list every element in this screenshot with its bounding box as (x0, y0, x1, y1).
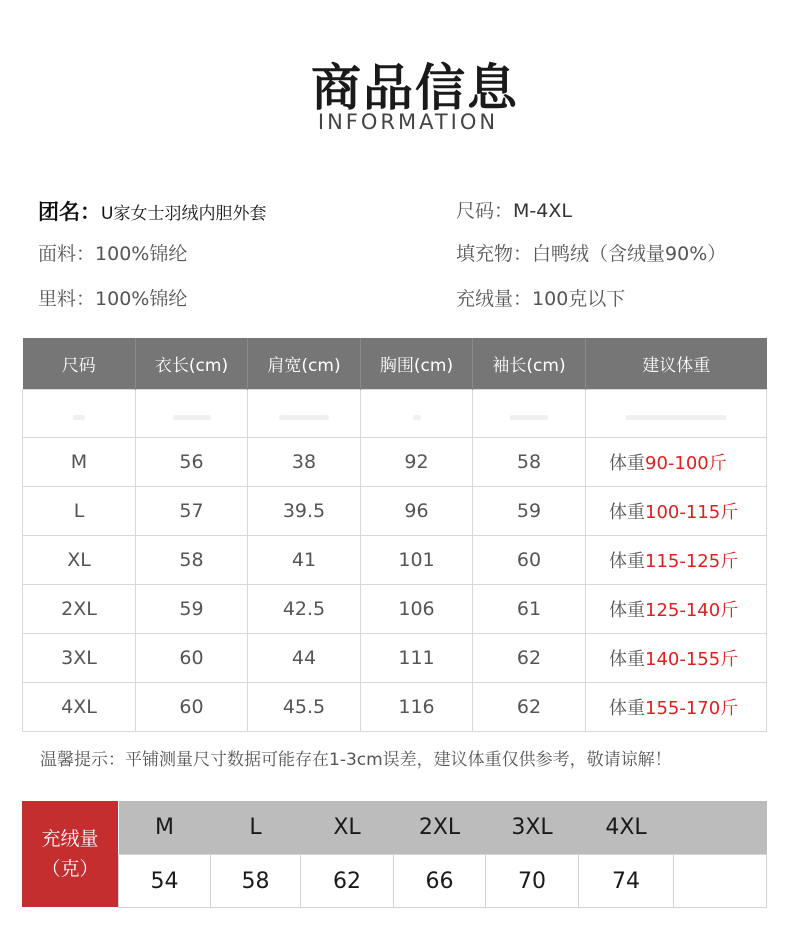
weight-range: 155-170斤 (645, 698, 739, 719)
fill-table-row (119, 855, 767, 908)
cell-weight (586, 585, 767, 634)
info-fabric-value: 100%锦纶 (95, 243, 188, 265)
weight-range: 125-140斤 (645, 600, 739, 621)
cell-size: L (23, 487, 136, 536)
cell-size: 2XL (23, 585, 136, 634)
cell-chest: 92 (361, 438, 473, 487)
cell-length: 60 (136, 683, 248, 732)
weight-range: 140-155斤 (645, 649, 739, 670)
info-fill-amount-key: 充绒量： (456, 288, 533, 310)
cell-chest: 111 (361, 634, 473, 683)
fill-value: 58 (211, 855, 301, 908)
cell-weight (586, 536, 767, 585)
table-row (23, 438, 767, 487)
cell-size: XL (23, 536, 136, 585)
col-header-weight: 建议体重 (586, 338, 767, 390)
info-lining-value: 100%锦纶 (95, 288, 188, 310)
fill-size-header: 2XL (394, 801, 486, 855)
cell-sleeve: 61 (473, 585, 586, 634)
cell-shoulder: 41 (248, 536, 361, 585)
info-fill-amount-value: 100克以下 (532, 288, 626, 310)
info-name (38, 196, 266, 226)
cell-weight (586, 438, 767, 487)
faded-cell (23, 390, 136, 438)
fill-value: 70 (486, 855, 579, 908)
faded-cell (361, 390, 473, 438)
info-lining (38, 284, 187, 311)
info-filling-value: 白鸭绒（含绒量90%） (532, 243, 727, 265)
fill-value: 74 (579, 855, 674, 908)
col-header-length: 衣长(cm) (136, 338, 248, 390)
fill-table-header (119, 801, 767, 855)
table-row-faded (23, 390, 767, 438)
cell-shoulder: 39.5 (248, 487, 361, 536)
fill-value: 66 (394, 855, 486, 908)
cell-chest: 101 (361, 536, 473, 585)
col-header-sleeve: 袖长(cm) (473, 338, 586, 390)
cell-weight (586, 634, 767, 683)
cell-sleeve: 59 (473, 487, 586, 536)
weight-prefix: 体重 (609, 502, 645, 523)
fill-size-header: 4XL (579, 801, 674, 855)
info-fabric (38, 239, 187, 266)
info-filling-key: 填充物： (456, 243, 533, 265)
fill-value: 62 (301, 855, 394, 908)
faded-cell (136, 390, 248, 438)
fill-label-line2: （克） (41, 858, 99, 880)
table-row (23, 536, 767, 585)
weight-prefix: 体重 (609, 453, 645, 474)
cell-sleeve: 62 (473, 634, 586, 683)
table-row (23, 634, 767, 683)
fill-size-header: M (119, 801, 211, 855)
page-subtitle: INFORMATION (317, 110, 499, 134)
fill-size-header-empty (674, 801, 767, 855)
faded-cell (473, 390, 586, 438)
measurement-note: 温馨提示：平铺测量尺寸数据可能存在1-3cm误差，建议体重仅供参考，敬请谅解！ (40, 750, 672, 770)
table-row (23, 585, 767, 634)
cell-shoulder: 45.5 (248, 683, 361, 732)
cell-size: 4XL (23, 683, 136, 732)
info-size-key: 尺码： (456, 200, 514, 222)
cell-weight (586, 487, 767, 536)
size-table (22, 338, 767, 732)
cell-size: M (23, 438, 136, 487)
info-name-value: U家女士羽绒内胆外套 (101, 204, 267, 224)
cell-length: 56 (136, 438, 248, 487)
weight-range: 90-100斤 (645, 453, 727, 474)
info-lining-key: 里料： (38, 288, 96, 310)
cell-length: 60 (136, 634, 248, 683)
col-header-size: 尺码 (23, 338, 136, 390)
cell-shoulder: 38 (248, 438, 361, 487)
cell-size: 3XL (23, 634, 136, 683)
info-size-value: M-4XL (513, 200, 572, 222)
cell-chest: 106 (361, 585, 473, 634)
page-title: 商品信息 (311, 59, 519, 117)
cell-chest: 116 (361, 683, 473, 732)
table-row (23, 683, 767, 732)
cell-sleeve: 60 (473, 536, 586, 585)
info-name-key: 团名： (38, 200, 101, 224)
info-fabric-key: 面料： (38, 243, 96, 265)
weight-range: 115-125斤 (645, 551, 739, 572)
weight-range: 100-115斤 (645, 502, 739, 523)
fill-amount-label (22, 801, 118, 907)
cell-weight (586, 683, 767, 732)
fill-amount-table (118, 801, 767, 908)
faded-cell (586, 390, 767, 438)
cell-sleeve: 58 (473, 438, 586, 487)
weight-prefix: 体重 (609, 600, 645, 621)
fill-size-header: XL (301, 801, 394, 855)
fill-value: 54 (119, 855, 211, 908)
weight-prefix: 体重 (609, 698, 645, 719)
fill-value-empty (674, 855, 767, 908)
cell-chest: 96 (361, 487, 473, 536)
info-filling (456, 239, 726, 266)
col-header-shoulder: 肩宽(cm) (248, 338, 361, 390)
weight-prefix: 体重 (609, 649, 645, 670)
cell-length: 57 (136, 487, 248, 536)
cell-length: 58 (136, 536, 248, 585)
cell-length: 59 (136, 585, 248, 634)
cell-shoulder: 44 (248, 634, 361, 683)
fill-size-header: L (211, 801, 301, 855)
fill-label-line1: 充绒量 (41, 828, 99, 850)
info-size (456, 196, 572, 223)
faded-cell (248, 390, 361, 438)
size-table-header (23, 338, 767, 390)
fill-size-header: 3XL (486, 801, 579, 855)
table-row (23, 487, 767, 536)
col-header-chest: 胸围(cm) (361, 338, 473, 390)
cell-shoulder: 42.5 (248, 585, 361, 634)
info-fill-amount (456, 284, 625, 311)
cell-sleeve: 62 (473, 683, 586, 732)
weight-prefix: 体重 (609, 551, 645, 572)
